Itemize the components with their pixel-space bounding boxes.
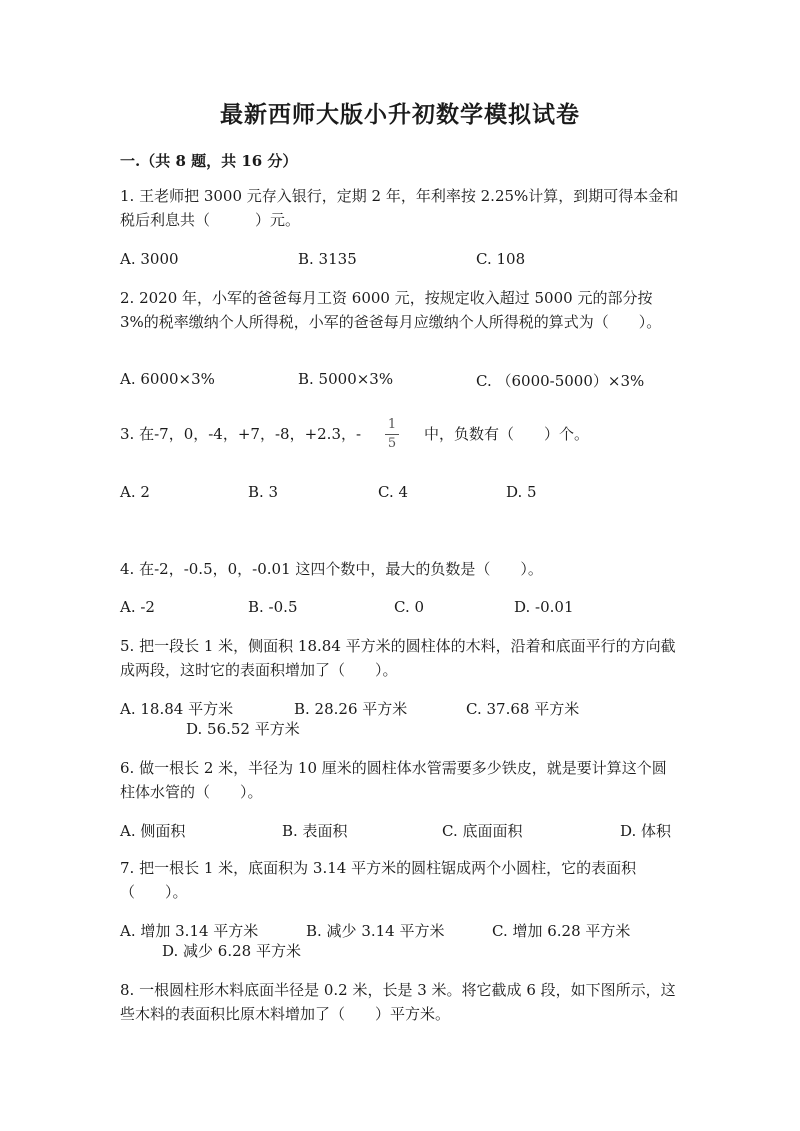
- question-2-options: [120, 370, 680, 414]
- option-b[interactable]: B. 3: [248, 483, 279, 501]
- question-2: 2. 2020 年，小军的爸爸每月工资 6000 元，按规定收入超过 5000 元的部分按 3%的税率缴纳个人所得税，小军的爸爸每月应缴纳个人所得税的算式为（ ）。: [120, 289, 662, 331]
- question-7: 7. 把一根长 1 米，底面积为 3.14 平方米的圆柱锯成两个小圆柱，它的表面积（ ）。: [120, 859, 637, 901]
- option-a[interactable]: A. 增加 3.14 平方米: [120, 922, 259, 940]
- option-b[interactable]: B. 28.26 平方米: [294, 700, 408, 718]
- page-title: 最新西师大版小升初数学模拟试卷: [220, 101, 580, 128]
- option-b[interactable]: B. 表面积: [282, 822, 348, 840]
- option-b[interactable]: B. 3135: [298, 250, 357, 268]
- question-3-text-before: 3. 在-7，0，-4，+7，-8，+2.3，-: [120, 425, 362, 443]
- option-a[interactable]: A. 3000: [120, 250, 179, 268]
- option-c[interactable]: C. 0: [394, 598, 425, 616]
- option-c[interactable]: C. （6000-5000）×3%: [476, 372, 645, 390]
- question-4: 4. 在-2，-0.5，0，-0.01 这四个数中，最大的负数是（ ）。: [120, 560, 543, 578]
- option-c[interactable]: C. 108: [476, 250, 526, 268]
- fraction-bar: [385, 434, 399, 435]
- fraction-numerator: 1: [387, 417, 397, 432]
- fraction-one-fifth: [385, 418, 399, 451]
- option-a[interactable]: A. 2: [120, 483, 150, 501]
- question-3-text-after: 中，负数有（ ）个。: [424, 425, 590, 443]
- section-heading: 一.（共 8 题，共 16 分）: [120, 152, 298, 170]
- option-a[interactable]: A. 侧面积: [120, 822, 186, 840]
- option-c[interactable]: C. 4: [378, 483, 409, 501]
- question-5-options: [120, 698, 680, 742]
- option-c[interactable]: C. 37.68 平方米: [466, 700, 580, 718]
- option-b[interactable]: B. 5000×3%: [298, 370, 394, 388]
- question-5: 5. 把一段长 1 米，侧面积 18.84 平方米的圆柱体的木料，沿着和底面平行的方向截成两段，这时它的表面积增加了（ ）。: [120, 637, 676, 679]
- option-b[interactable]: B. 减少 3.14 平方米: [306, 922, 445, 940]
- question-7-options: [120, 920, 680, 964]
- option-c[interactable]: C. 底面面积: [442, 822, 523, 840]
- option-d[interactable]: D. 56.52 平方米: [186, 720, 300, 738]
- option-a[interactable]: A. 18.84 平方米: [120, 700, 234, 718]
- option-d[interactable]: D. -0.01: [514, 598, 574, 616]
- question-6: 6. 做一根长 2 米，半径为 10 厘米的圆柱体水管需要多少铁皮，就是要计算这个圆柱体水管的（ ）。: [120, 759, 667, 801]
- fraction-denominator: 5: [387, 436, 397, 451]
- question-3-options: [120, 483, 680, 527]
- option-b[interactable]: B. -0.5: [248, 598, 298, 616]
- question-8: 8. 一根圆柱形木料底面半径是 0.2 米，长是 3 米。将它截成 6 段，如下图所示，这些木料的表面积比原木料增加了（ ）平方米。: [120, 981, 676, 1023]
- option-d[interactable]: D. 5: [506, 483, 537, 501]
- option-d[interactable]: D. 减少 6.28 平方米: [162, 942, 301, 960]
- option-a[interactable]: A. -2: [120, 598, 155, 616]
- question-1: 1. 王老师把 3000 元存入银行，定期 2 年，年利率按 2.25%计算，到期可得本金和税后利息共（ ）元。: [120, 187, 679, 229]
- option-a[interactable]: A. 6000×3%: [120, 370, 215, 388]
- option-c[interactable]: C. 增加 6.28 平方米: [492, 922, 631, 940]
- option-d[interactable]: D. 体积: [620, 822, 672, 840]
